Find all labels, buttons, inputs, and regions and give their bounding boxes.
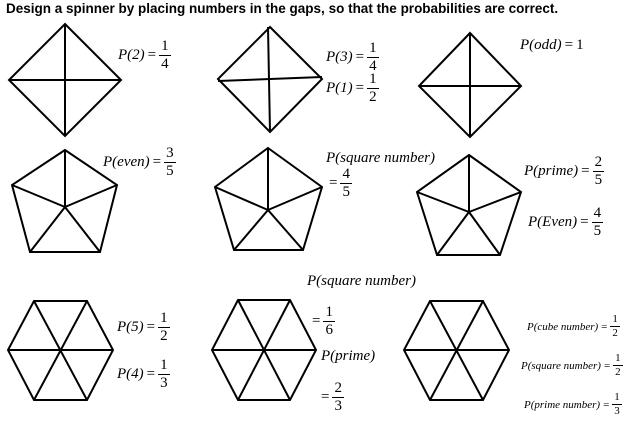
spinner-pentagon-3 — [417, 155, 521, 255]
spinner-hexagon-3 — [404, 301, 509, 400]
prob-pcube: P(cube number) = $\frac{1}{2}$ — [527, 313, 618, 339]
prob-p2: P(2) = $\frac{1}{4}$ — [118, 38, 169, 72]
spinner-pentagon-2 — [215, 148, 322, 250]
prob-p1: P(1) = $\frac{1}{2}$ — [326, 71, 377, 105]
prob-pprime-label-2: P(prime) — [321, 348, 376, 364]
prob-psquare-3: P(square number) = $\frac{1}{2}$ — [521, 352, 621, 378]
prob-p3: P(3) = $\frac{1}{4}$ — [326, 40, 377, 74]
spinner-pentagon-1 — [12, 150, 117, 252]
prob-p5: P(5) = $\frac{1}{2}$ — [117, 310, 168, 344]
spinner-hexagon-2 — [212, 300, 316, 400]
spinner-hexagon-1 — [8, 301, 113, 400]
prob-psquare-2: = $\frac{1}{6}$ — [312, 304, 333, 338]
prob-psquare: = $\frac{4}{5}$ — [329, 166, 350, 200]
prob-pprime-3: P(prime number) = $\frac{1}{3}$ — [524, 391, 620, 417]
prob-peven: P(even) = $\frac{3}{5}$ — [103, 145, 174, 179]
prob-pprime-2: = $\frac{2}{3}$ — [321, 380, 342, 414]
prob-peven-upper: P(Even) = $\frac{4}{5}$ — [528, 205, 602, 239]
spinner-square-3 — [419, 33, 521, 137]
prob-psquare-label-2: P(square number) — [307, 273, 417, 289]
spinner-square-1 — [9, 24, 121, 136]
prob-p4: P(4) = $\frac{1}{3}$ — [117, 357, 168, 391]
worksheet-title: Design a spinner by placing numbers in the gaps, so that the probabilities are correct. — [6, 1, 559, 16]
prob-pprime: P(prime) = $\frac{2}{5}$ — [524, 154, 603, 188]
prob-podd: P(odd) = 1 — [520, 37, 584, 53]
spinner-square-2 — [218, 27, 322, 132]
prob-psquare-label: P(square number) — [326, 150, 436, 166]
